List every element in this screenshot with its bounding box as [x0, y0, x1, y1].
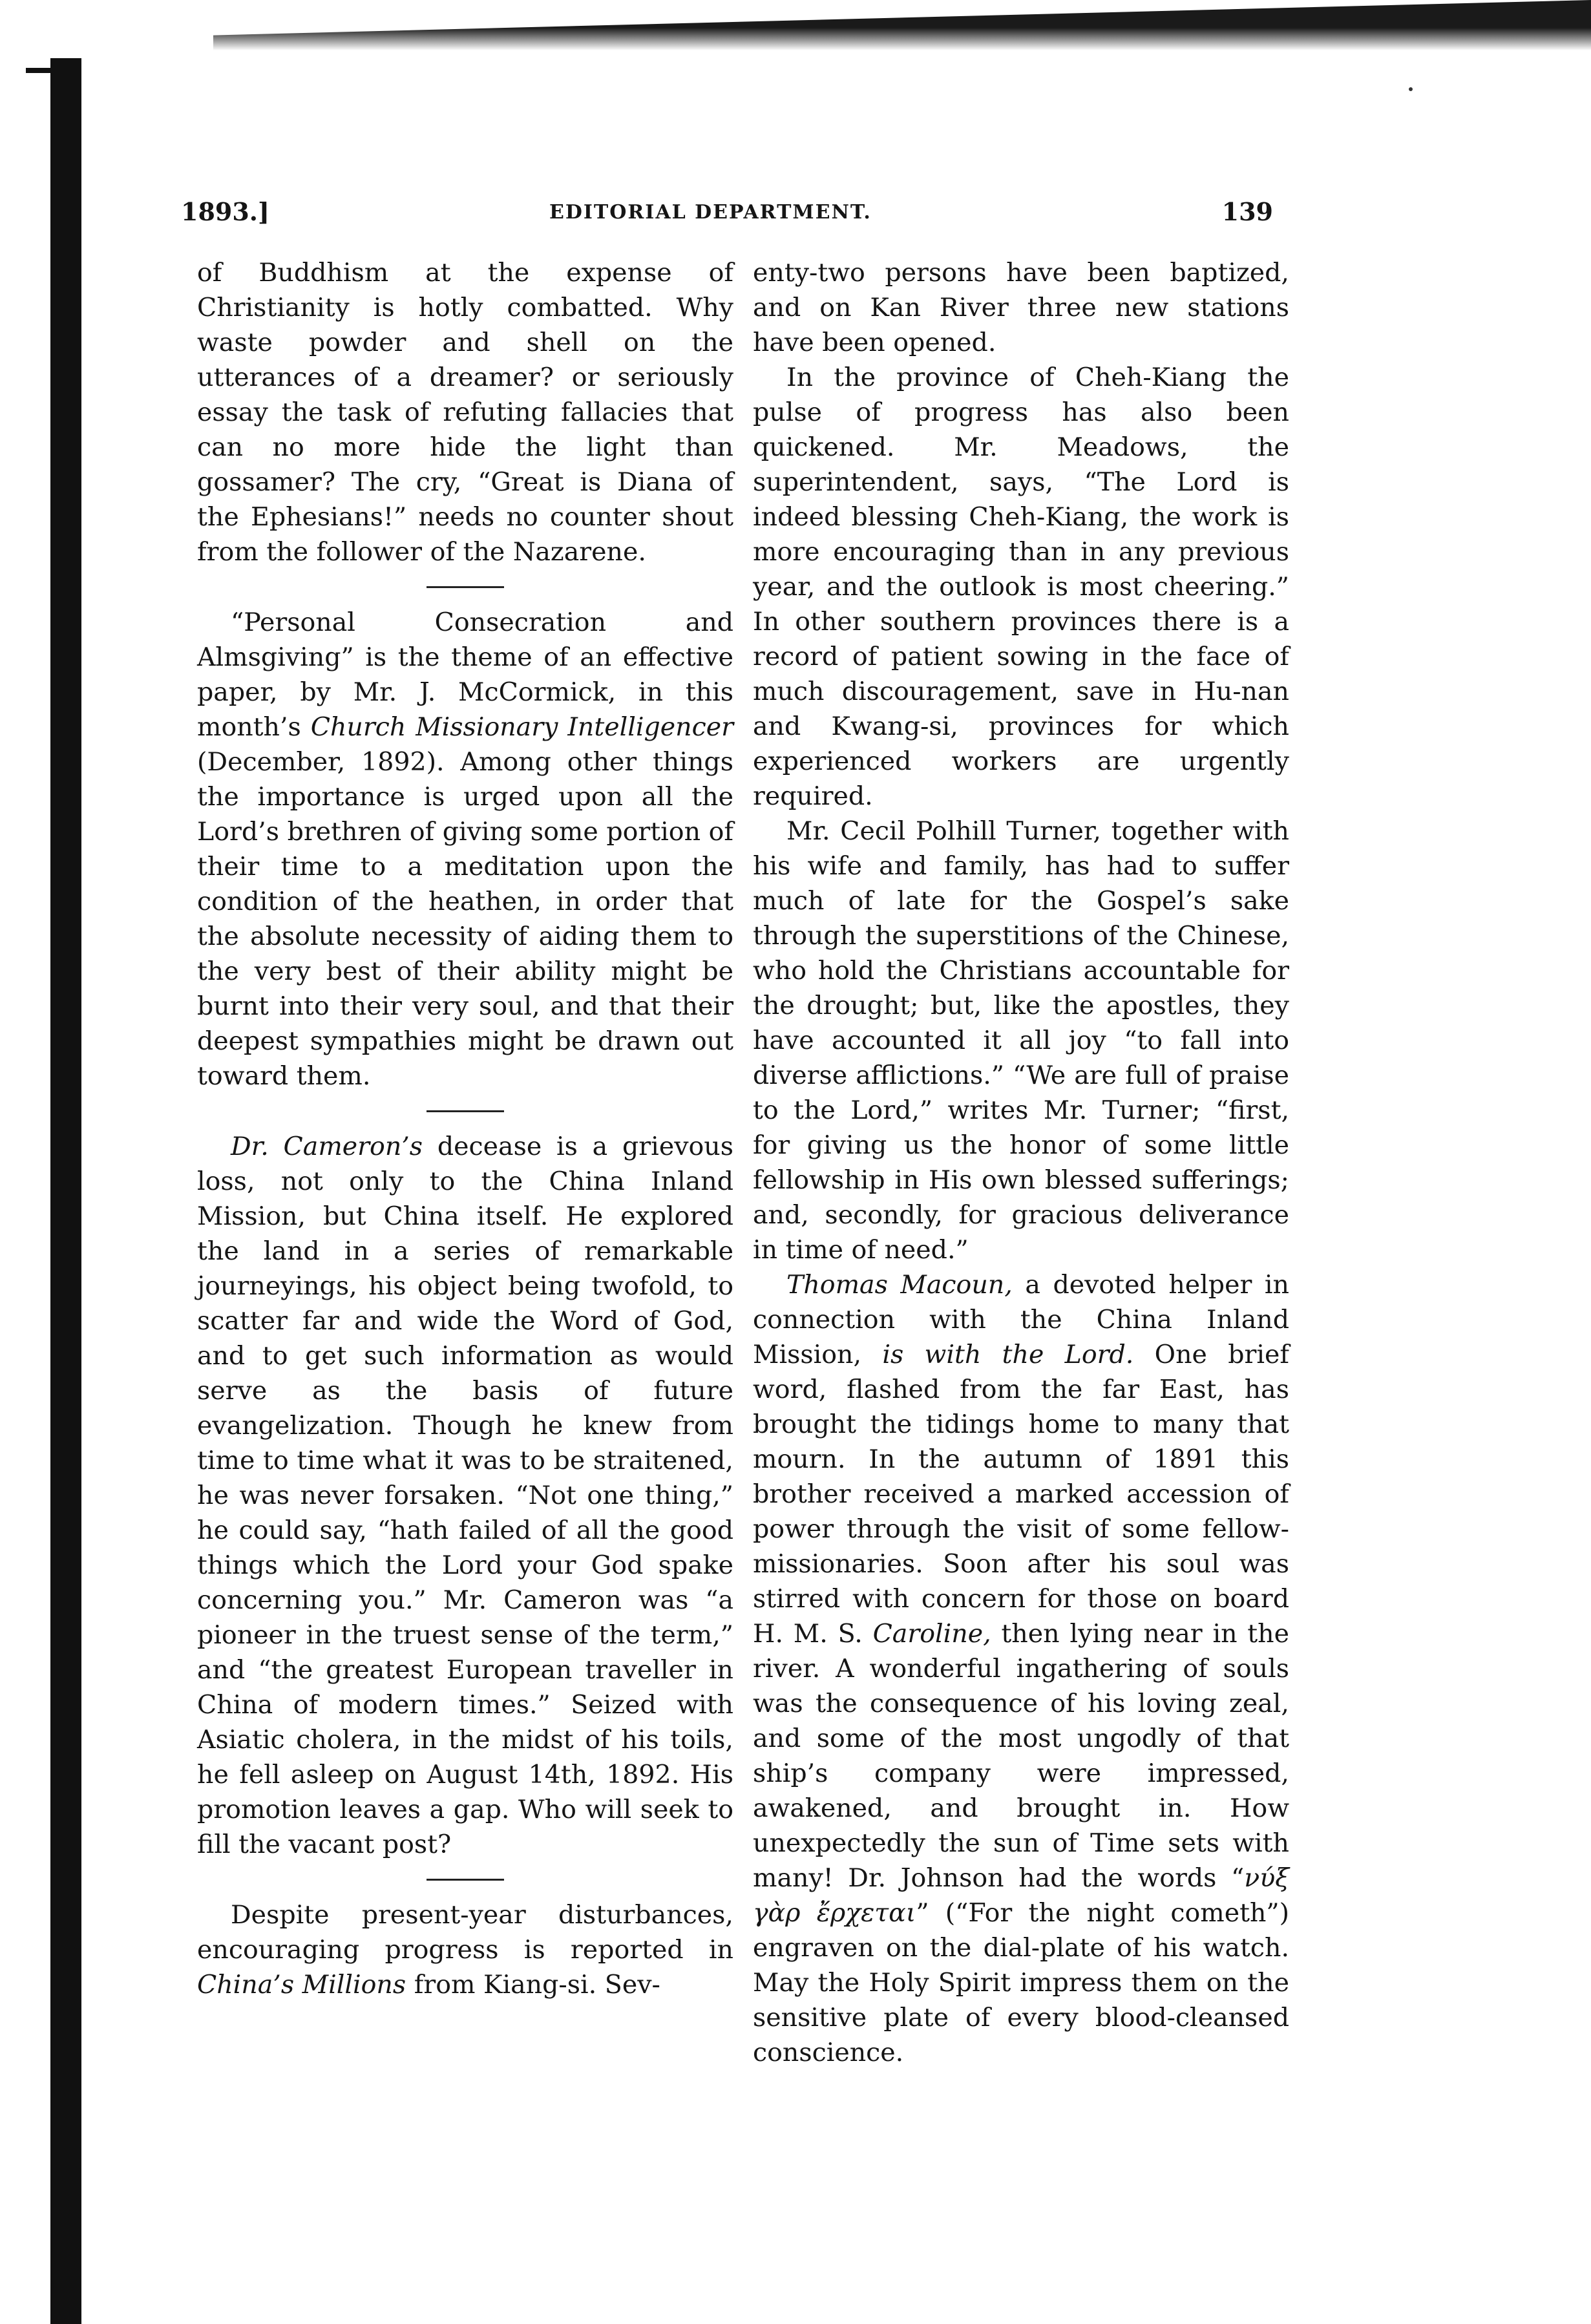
section-divider	[427, 1110, 504, 1112]
text-run: then lying near in the river. A wonderful ingathering of souls was the consequence of his loving zeal, and some of the most ungodly of that ship’s company were impressed, awakened, and brought in. How unexpectedly the sun of Time sets with many! Dr. Johnson had the words “	[753, 1619, 1289, 1893]
running-header	[181, 197, 1273, 236]
text-run: One brief word, flashed from the far East, has brought the tidings home to many that mourn. In the autumn of 1891 this brother received a marked accession of power through the visit of some fellow-missionaries. Soon after his soul was stirred with concern for those on board H. M. S.	[753, 1340, 1289, 1649]
text-run: from Kiang-si. Sev-	[406, 1970, 660, 2000]
scan-top-edge	[213, 0, 1591, 50]
header-year: 1893.]	[181, 197, 269, 226]
paragraph-cameron	[197, 1129, 733, 1862]
text-run-italic: is with the Lord.	[882, 1340, 1134, 1369]
text-run: “Personal Consecration and Almsgiving” is the theme of an effective paper, by Mr. J. McCormick, in this month’s	[197, 607, 733, 742]
paragraph-buddhism: of Buddhism at the expense of Christianity is hotly combatted. Why waste powder and shell on the utterances of a dreamer? or seriously essay the task of refuting fallacies that can no more hide the light than gossamer? The cry, “Great is Diana of the Ephesians!” needs no counter shout from the follower of the Nazarene.	[197, 258, 733, 567]
text-run: a devoted helper in connection with the China Inland Mission,	[753, 1270, 1289, 1369]
section-divider	[427, 1879, 504, 1881]
ship-name: Caroline,	[872, 1619, 991, 1649]
scan-left-tick	[26, 68, 65, 73]
scan-left-edge	[50, 58, 81, 2324]
journal-title: Church Missionary Intelligencer	[310, 712, 733, 742]
scan-speck	[1409, 87, 1413, 91]
page-number: 139	[1221, 197, 1273, 226]
paragraph-baptized: enty-two persons have been baptized, and on Kan River three new stations have been opened.	[753, 258, 1289, 357]
paragraph-cheh-kiang: In the province of Cheh-Kiang the pulse of progress has also been quickened. Mr. Meadows, the superintendent, says, “The Lord is indeed blessing Cheh-Kiang, the work is more encouraging than in any previous year, and the outlook is most cheering.” In other southern provinces there is a record of patient sowing in the face of much discouragement, save in Hu-nan and Kwang-si, provinces for which experienced workers are urgently required.	[753, 363, 1289, 811]
right-column	[753, 255, 1289, 2070]
greek-quote: νύξ γὰρ ἔρχεται	[753, 1863, 1289, 1928]
text-run: ” (“For the night cometh”) engraven on the dial-plate of his watch. May the Holy Spirit impress them on the sensitive plate of every blood-cleansed conscience.	[753, 1898, 1289, 2067]
person-name: Dr. Cameron’s	[231, 1132, 423, 1161]
paragraph-kiang-si	[197, 1897, 733, 2002]
person-name: Thomas Macoun,	[786, 1270, 1013, 1300]
text-run: (December, 1892). Among other things the importance is urged upon all the Lord’s brethren of giving some portion of their time to a meditation upon the condition of the heathen, in order that the absolute necessity of aiding them to the very best of their ability might be burnt into their very soul, and that their deepest sympathies might be drawn out toward them.	[197, 747, 733, 1091]
header-department: EDITORIAL DEPARTMENT.	[549, 201, 872, 224]
left-column	[197, 255, 733, 2002]
section-divider	[427, 586, 504, 588]
text-run: decease is a grievous loss, not only to the China Inland Mission, but China itself. He explored the land in a series of remarkable journeyings, his object being twofold, to scatter far and wide the Word of God, and to get such information as would serve as the basis of future evangelization. Though he knew from time to time what it was to be straitened, he was never forsaken. “Not one thing,” he could say, “hath failed of all the good things which the Lord your God spake concerning you.” Mr. Cameron was “a pioneer in the truest sense of the term,” and “the greatest European traveller in China of modern times.” Seized with Asiatic cholera, in the midst of his toils, he fell asleep on August 14th, 1892. His promotion leaves a gap. Who will seek to fill the vacant post?	[197, 1132, 733, 1859]
paragraph-macoun	[753, 1267, 1289, 2070]
paragraph-turner: Mr. Cecil Polhill Turner, together with his wife and family, has had to suffer much of late for the Gospel’s sake through the superstitions of the Chinese, who hold the Christians accountable for the drought; but, like the apostles, they have accounted it all joy “to fall into diverse afflictions.” “We are full of praise to the Lord,” writes Mr. Turner; “first, for giving us the honor of some little fellowship in His own blessed sufferings; and, secondly, for gracious deliverance in time of need.”	[753, 816, 1289, 1265]
journal-title: China’s Millions	[197, 1970, 406, 2000]
paragraph-consecration	[197, 605, 733, 1093]
text-run: Despite present-year disturbances, encouraging progress is reported in	[197, 1900, 733, 1965]
